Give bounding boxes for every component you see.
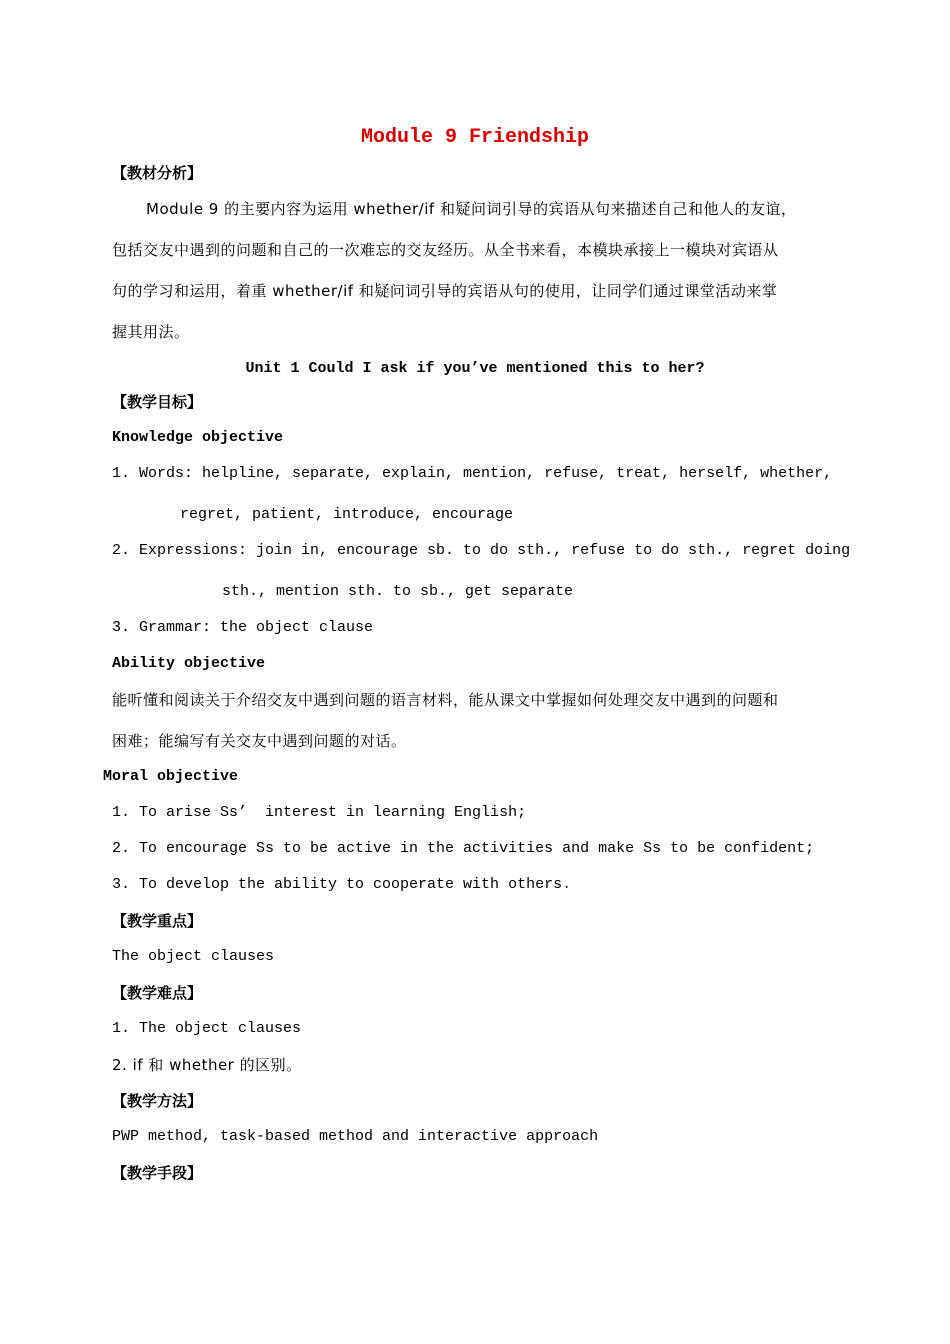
section-heading-key-points: 【教学重点】 (112, 912, 203, 930)
document-title: Module 9 Friendship (360, 126, 590, 149)
ability-line-1: 能听懂和阅读关于介绍交友中遇到问题的语言材料，能从课文中掌握如何处理交友中遇到的问题和 (112, 691, 779, 709)
moral-item-2: 2. To encourage Ss to be active in the activities and make Ss to be confident; (112, 840, 815, 857)
moral-item-3: 3. To develop the ability to cooperate with others. (112, 876, 572, 893)
section-heading-goals: 【教学目标】 (112, 393, 203, 411)
words-line-2: regret, patient, introduce, encourage (180, 506, 514, 523)
section-heading-methods: 【教学方法】 (112, 1092, 203, 1110)
ability-line-2: 困难；能编写有关交友中遇到问题的对话。 (112, 732, 407, 750)
analysis-line-2: 包括交友中遇到的问题和自己的一次难忘的交友经历。从全书来看，本模块承接上一模块对宾语从 (112, 241, 779, 259)
analysis-line-3: 句的学习和运用，着重 whether/if 和疑问词引导的宾语从句的使用，让同学们通过课堂活动来掌 (112, 282, 778, 300)
expressions-line-2: sth., mention sth. to sb., get separate (222, 583, 574, 600)
unit-title: Unit 1 Could I ask if you’ve mentioned this to her? (245, 360, 705, 377)
ability-heading: Ability objective (112, 655, 266, 672)
grammar-line: 3. Grammar: the object clause (112, 619, 374, 636)
knowledge-heading: Knowledge objective (112, 429, 284, 446)
section-heading-means: 【教学手段】 (112, 1164, 203, 1182)
section-heading-difficulties: 【教学难点】 (112, 984, 203, 1002)
difficulty-item-2: 2. if 和 whether 的区别。 (112, 1056, 302, 1074)
difficulty-item-1: 1. The object clauses (112, 1020, 302, 1037)
key-points-text: The object clauses (112, 948, 275, 965)
methods-text: PWP method, task-based method and interactive approach (112, 1128, 599, 1145)
expressions-line-1: 2. Expressions: join in, encourage sb. to do sth., refuse to do sth., regret doing (112, 542, 851, 559)
analysis-line-4: 握其用法。 (112, 323, 190, 341)
section-heading-analysis: 【教材分析】 (112, 164, 203, 182)
analysis-line-1: Module 9 的主要内容为运用 whether/if 和疑问词引导的宾语从句来描述自己和他人的友谊， (146, 200, 797, 218)
moral-heading: Moral objective (103, 768, 239, 785)
moral-item-1: 1. To arise Ss’ interest in learning English; (112, 804, 527, 821)
words-line-1: 1. Words: helpline, separate, explain, mention, refuse, treat, herself, whether, (112, 465, 833, 482)
